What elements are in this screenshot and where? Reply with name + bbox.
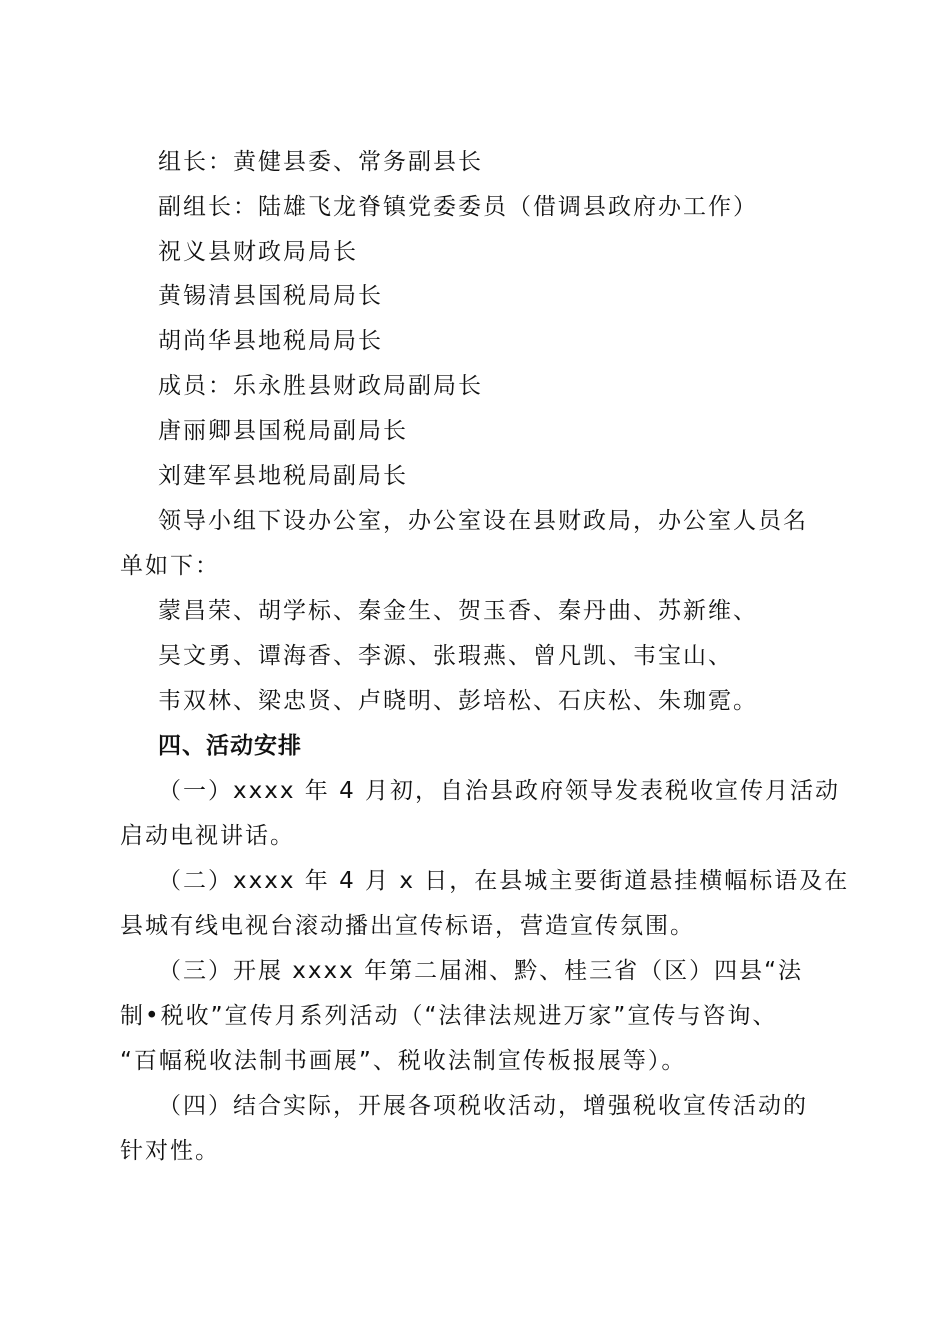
deputy-leader-line: 副组长：陆雄飞龙脊镇党委委员（借调县政府办工作） xyxy=(158,194,758,220)
section-heading: 四、活动安排 xyxy=(158,733,302,759)
office-paragraph-line: 领导小组下设办公室，办公室设在县财政局，办公室人员名 xyxy=(158,508,808,534)
office-paragraph-line: 单如下： xyxy=(120,553,220,579)
activity-item-line: 县城有线电视台滚动播出宣传标语，营造宣传氛围。 xyxy=(120,913,695,939)
deputy-leader-line: 黄锡清县国税局局长 xyxy=(158,283,383,309)
member-line: 唐丽卿县国税局副局长 xyxy=(158,418,408,444)
office-staff-line: 韦双林、梁忠贤、卢晓明、彭培松、石庆松、朱珈霓。 xyxy=(158,688,758,714)
deputy-leader-line: 胡尚华县地税局局长 xyxy=(158,328,383,354)
activity-item-line: “百幅税收法制书画展”、税收法制宣传板报展等）。 xyxy=(120,1048,687,1074)
office-staff-line: 吴文勇、谭海香、李源、张瑕燕、曾凡凯、韦宝山、 xyxy=(158,643,733,669)
activity-item-line: 启动电视讲话。 xyxy=(120,823,295,849)
activity-item-line: （一）xxxx 年 4 月初，自治县政府领导发表税收宣传月活动 xyxy=(158,778,841,804)
member-line: 刘建军县地税局副局长 xyxy=(158,463,408,489)
activity-item-line: 针对性。 xyxy=(120,1138,220,1164)
activity-item-line: 制•税收”宣传月系列活动（“法律法规进万家”宣传与咨询、 xyxy=(120,1003,778,1029)
activity-item-line: （三）开展 xxxx 年第二届湘、黔、桂三省（区）四县“法 xyxy=(158,958,803,984)
activity-item-line: （二）xxxx 年 4 月 x 日，在县城主要街道悬挂横幅标语及在 xyxy=(158,868,850,894)
activity-item-line: （四）结合实际，开展各项税收活动，增强税收宣传活动的 xyxy=(158,1093,808,1119)
office-staff-line: 蒙昌荣、胡学标、秦金生、贺玉香、秦丹曲、苏新维、 xyxy=(158,598,758,624)
member-line: 成员：乐永胜县财政局副局长 xyxy=(158,373,483,399)
deputy-leader-line: 祝义县财政局局长 xyxy=(158,239,358,265)
leader-line: 组长：黄健县委、常务副县长 xyxy=(158,149,483,175)
